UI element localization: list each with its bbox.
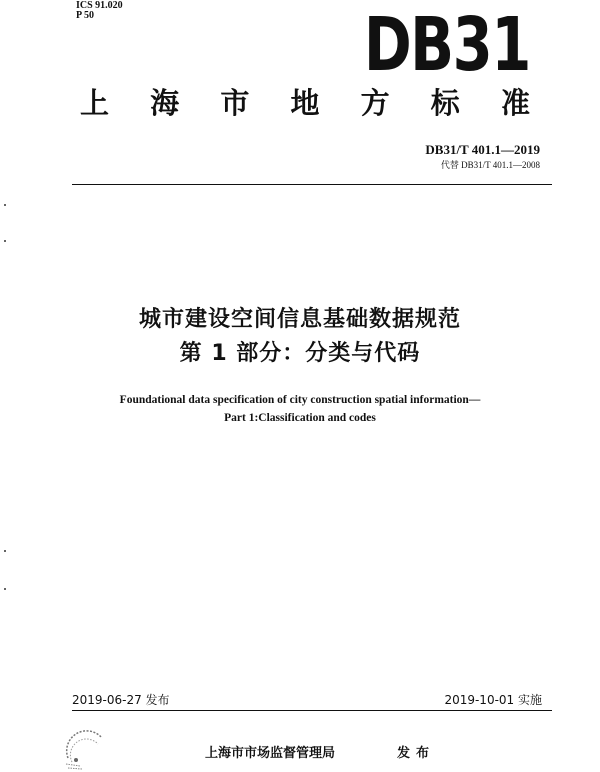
title-char: 准 bbox=[500, 86, 530, 120]
issuing-seal-icon bbox=[62, 728, 110, 772]
replaced-standard: 代替 DB31/T 401.1—2008 bbox=[440, 160, 540, 170]
publish-label: 发布 bbox=[397, 746, 436, 761]
publisher-name: 上海市市场监督管理局 bbox=[205, 746, 336, 761]
implementation-date: 2019-10-01 实施 bbox=[444, 693, 542, 707]
title-char: 上 bbox=[80, 86, 110, 120]
title-char: 地 bbox=[290, 86, 320, 120]
chinese-title-line-2: 第 1 部分：分类与代码 bbox=[179, 341, 421, 366]
chinese-title-line-1: 城市建设空间信息基础数据规范 bbox=[138, 307, 461, 332]
title-char: 方 bbox=[360, 86, 390, 120]
title-char: 海 bbox=[150, 86, 180, 120]
local-standard-title bbox=[80, 86, 530, 120]
issue-date: 2019-06-27 发布 bbox=[72, 693, 170, 707]
header-divider bbox=[72, 184, 552, 185]
scan-speck bbox=[4, 550, 6, 552]
ccs-code: P 50 bbox=[76, 10, 95, 21]
title-char: 标 bbox=[430, 86, 460, 120]
title-char: 市 bbox=[220, 86, 250, 120]
scan-speck bbox=[4, 204, 6, 206]
english-title-line-1: Foundational data specification of city construction spatial information— bbox=[119, 394, 481, 406]
ics-code: ICS 91.020 bbox=[76, 0, 123, 11]
scan-speck bbox=[4, 588, 6, 590]
scan-speck bbox=[4, 240, 6, 242]
english-title-line-2: Part 1:Classification and codes bbox=[224, 412, 376, 424]
db31-logo: DB31 bbox=[364, 2, 530, 88]
footer-divider bbox=[72, 710, 552, 711]
standard-number: DB31/T 401.1—2019 bbox=[425, 142, 540, 157]
